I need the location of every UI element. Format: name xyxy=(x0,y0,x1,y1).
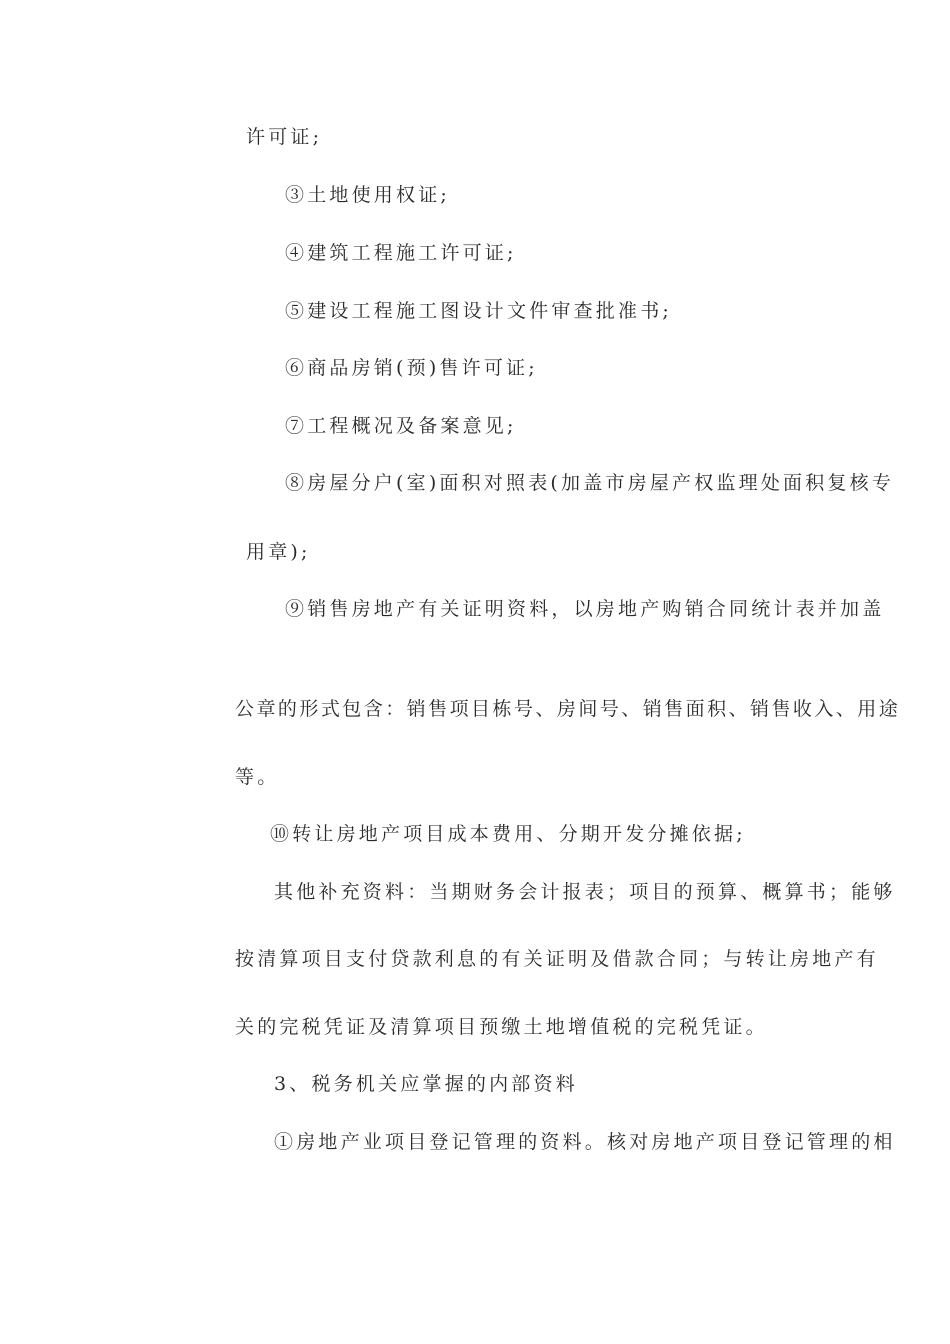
text-line-presale-permit: ⑥商品房销(预)售许可证; xyxy=(285,357,538,379)
text-line-supplementary-continued: 按清算项目支付贷款利息的有关证明及借款合同；与转让房地产有 xyxy=(235,948,879,970)
text-line-land-use-certificate: ③土地使用权证; xyxy=(285,184,451,206)
text-line-area-table: ⑧房屋分户(室)面积对照表(加盖市房屋产权监理处面积复核专 xyxy=(285,472,895,494)
section-heading-internal-materials: 3、税务机关应掌握的内部资料 xyxy=(274,1073,578,1095)
text-line-supplementary-materials: 其他补充资料：当期财务会计报表；项目的预算、概算书；能够 xyxy=(274,881,896,903)
text-line-sales-evidence-continued: 公章的形式包含：销售项目栋号、房间号、销售面积、销售收入、用途 xyxy=(235,698,901,720)
text-line-sales-evidence: ⑨销售房地产有关证明资料，以房地产购销合同统计表并加盖 xyxy=(285,598,885,620)
text-line-project-registration: ①房地产业项目登记管理的资料。核对房地产项目登记管理的相 xyxy=(274,1131,896,1153)
text-line-area-table-continued: 用章); xyxy=(246,541,311,563)
text-line-tax-certificates: 关的完税凭证及清算项目预缴土地增值税的完税凭证。 xyxy=(235,1016,768,1038)
text-line-cost-allocation: ⑩转让房地产项目成本费用、分期开发分摊依据; xyxy=(270,823,746,845)
text-line-permit-continued: 许可证; xyxy=(246,126,323,148)
text-line-construction-permit: ④建筑工程施工许可证; xyxy=(285,242,517,264)
text-line-project-overview: ⑦工程概况及备案意见; xyxy=(285,415,517,437)
text-line-sales-evidence-end: 等。 xyxy=(235,766,280,788)
text-line-drawing-approval: ⑤建设工程施工图设计文件审查批准书; xyxy=(285,300,673,322)
